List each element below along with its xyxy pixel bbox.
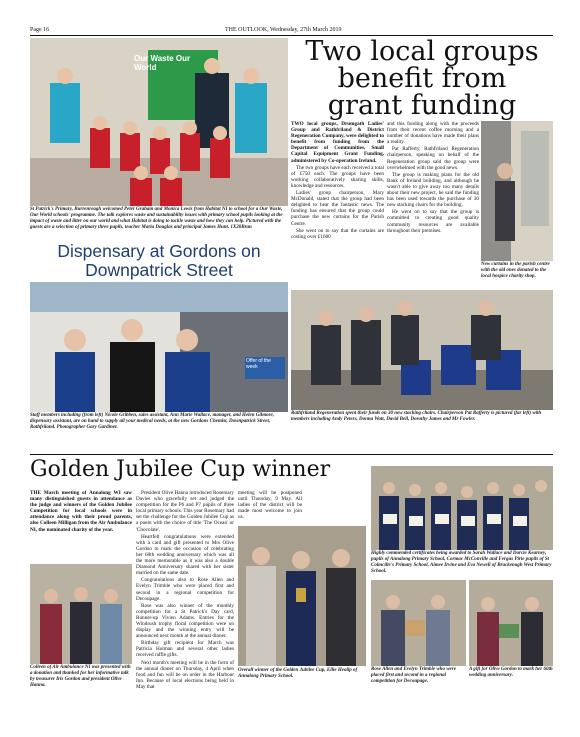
grant-paragraph: He went on to say that the group is committed to creating good quality community resources are available throughout their premises. bbox=[387, 209, 479, 234]
dispensary-photo bbox=[30, 282, 288, 412]
curtains-photo bbox=[481, 121, 553, 261]
shop-offer-sign: Offer of the week bbox=[246, 358, 271, 370]
paper-dateline: THE OUTLOOK, Wednesday, 27th March 2019 bbox=[225, 27, 342, 33]
grant-paragraph: and this funding along with the proceeds from their recent coffee morning and a number of donations have made their plans a reality. bbox=[387, 121, 479, 146]
jubilee-column-1 bbox=[30, 490, 132, 534]
grant-paragraph: The group is making plans for the old Bank of Ireland building, and although he wasn't able to give away too many details about their new project, he said the funding has been used towards the purchase of 30 new stacking chairs for the building. bbox=[387, 171, 479, 209]
jubilee-column-2 bbox=[136, 490, 234, 691]
curtains-caption: New curtains in the parish centre with the old ones donated to the local hospice charity shop. bbox=[481, 262, 550, 279]
jubilee-column-3 bbox=[238, 490, 302, 521]
jubilee-paragraph: Next month's meeting will be in the form of the annual dinner on Thursday, 4 April when food and fun will be on order in the Harbour Inn. Because of local elections being held in May that bbox=[136, 659, 234, 690]
chairs-caption: Rathfriland Regeneration spent their funds on 30 new stacking chairs. Chairperson Pat Rafferty is pictured (far left) with members including Andy Peters, Donna Watt, David Bell, Dorothy James and Mr Fowler. bbox=[291, 411, 542, 422]
jubilee-paragraph: Heartfelt congratulations were extended with a card and gift presented to Mrs Olive Gordon to mark the occasion of celebrating her 60th wedding anniversary which was all the more memorable as it was also a double Diamond Anniversary shared with her sister married on the same date. bbox=[136, 533, 234, 577]
winner-caption: Overall winner of the Golden Jubilee Cup, Ellie Healip of Annalong Primary School. bbox=[238, 668, 358, 679]
jubilee-headline: Golden Jubilee Cup winner bbox=[30, 457, 331, 482]
jubilee-paragraph: Rose was also winner of the monthly competition for a St Patrick's Day card, Runner-up Vivien Adams. Entries for the Windrush trophy floral competition were on display and the winning entry will be announced next month at the annual dinner. bbox=[136, 602, 234, 640]
grant-paragraph: Ladies' group chairperson, Mary McDonald, stated that the group had been delighted to hear the fantastic news. The funding has ensured that the group could purchase the new curtains for the Parish Centre. bbox=[291, 190, 384, 227]
dispensary-caption: Staff members including (from left) Nicole Gribben, sales assistant, Ann Marie Wallace, manager, and Helen Gilmore, dispensary assistant, are on hand to supply all your medical needs, at the new Gordons Chemist, Downpatrick Street, Rathfriland. Photographer Gary Gardiner. bbox=[30, 413, 274, 430]
jubilee-paragraph: President Olive Hanna introduced Rosemary Davies who gracefully set and judged the competition for the P6 and P7 pupils of three local primary schools. This year Rosemary had set the challenge for the Golden Jubilee Cup as a poem with the choice of title 'The Ocean' or 'Chocolate'. bbox=[136, 490, 234, 533]
winner-photo bbox=[238, 526, 366, 666]
chairs-photo bbox=[291, 290, 553, 410]
rose-caption: Rose Allen and Evelyn Trimble who were placed first and second in a regional competition for Decoupage. bbox=[371, 667, 456, 684]
grant-column-1 bbox=[291, 121, 384, 241]
grant-paragraph: Pat Rafferty, Rathfriland Regeneration chairperson, speaking on behalf of the Regeneration group said the group were overwhelmed with the good news. bbox=[387, 146, 479, 171]
colleen-caption: Colleen of Air Ambulance NI was presented with a donation and thanked for her informative talk by treasurer Iris Gordon and president Olive Hanna. bbox=[30, 665, 131, 688]
rose-photo bbox=[371, 580, 466, 666]
jubilee-paragraph: Birthday gift recipient for March was Patricia Holman and several other ladies received raffle gifts. bbox=[136, 640, 234, 659]
page-number: Page 16 bbox=[30, 27, 50, 33]
section-rule bbox=[30, 454, 553, 455]
dispensary-banner: Dispensary at Gordons on Downpatrick Street bbox=[30, 242, 288, 280]
grant-lead: TWO local groups, Drumgath Ladies' Group and Rathfriland & District Regeneration Company, were delighted to benefit from funding from the Department of Communities, Small Capital Equipment Grant Funding, administered by Co-operation Ireland. bbox=[291, 121, 384, 164]
school-caption: St Patrick's Primary, Burrenreagh welcomed Peter Graham and Monica Lewis from Habitat NI to school for a Our Waste, Our World schools' programme. The talk explores waste and sustainability issues with primary school pupils looking at the impact of waste and litter on our world and what Habitat is doing to tackle waste and how they can help. Pictured with the guests are a selection of primary three pupils, teacher Maria Douglas and principal James Hunt. 1X20Bran bbox=[30, 207, 283, 230]
grant-paragraph: The two groups have each received a total of £750 each. The groups have been working collaboratively sharing skills, knowledge and resources. bbox=[291, 164, 384, 189]
gift-photo bbox=[469, 580, 553, 666]
jubilee-paragraph: meeting will be postponed until Thursday, 9 May. All ladies of the district will be made most welcome to join us. bbox=[238, 490, 302, 521]
grant-column-2 bbox=[387, 121, 479, 235]
grant-paragraph: She went on to say that the curtains are costing over £1600 bbox=[291, 227, 384, 240]
certificates-caption: Highly commended certificates being awarded to Sarah Wallace and Darcie Kearney, pupils of Annalong Primary School, Cormac McConville and Fergus Pirie pupils of St Colmcille's Primary School, Aimee Irvine and Eva Newell of Brackenagh West Primary School. bbox=[371, 551, 552, 574]
jubilee-paragraph: Congratulations also to Rose Allen and Evelyn Trimble who were placed first and second in a regional competition for Decoupage. bbox=[136, 577, 234, 602]
school-sign-text: Our Waste Our World bbox=[134, 54, 191, 72]
certificates-photo bbox=[371, 466, 553, 550]
gift-caption: A gift for Olive Gordon to mark her 60th wedding anniversary. bbox=[469, 667, 553, 678]
jubilee-lead: THE March meeting of Annalong WI saw many distinguished guests in attendance as the judge and winners of the Golden Jubilee Competition for local schools were in attendance along with their proud parents, also Colleen Milligan from the Air Ambulance NI, the nominated charity of the year. bbox=[30, 490, 132, 533]
grant-headline: Two local groups benefit from grant funding bbox=[305, 36, 539, 121]
colleen-photo bbox=[30, 564, 132, 664]
